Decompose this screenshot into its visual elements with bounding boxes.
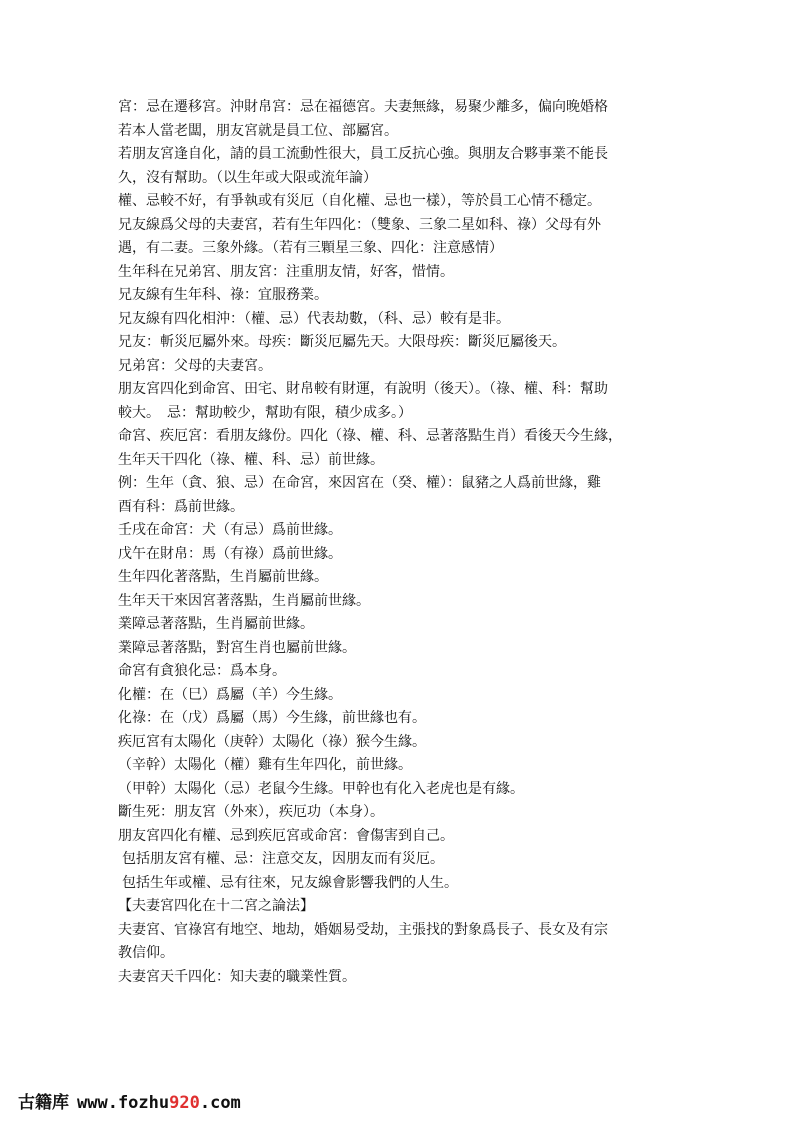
text-line: 兄友線爲父母的夫妻宮，若有生年四化：（雙象、三象二星如科、祿）父母有外 (118, 216, 601, 233)
text-line: 權、忌較不好，有爭執或有災厄（自化權、忌也一樣），等於員工心情不穩定。 (118, 193, 601, 209)
text-line: 業障忌著落點，對宮生肖也屬前世緣。 (118, 639, 356, 656)
watermark-url-prefix: www.fozhu (77, 1093, 170, 1113)
text-line: 教信仰。 (118, 945, 174, 961)
text-line: 夫妻宮、官祿宮有地空、地劫，婚姻易受劫，主張找的對象爲長子、長女及有宗 (118, 921, 608, 938)
text-line: 兄友線有生年科、祿：宜服務業。 (118, 287, 328, 303)
text-line: 化權：在（巳）爲屬（羊）今生緣。 (118, 686, 342, 703)
text-line: 較大。 忌：幫助較少，幫助有限，積少成多。） (118, 404, 412, 421)
section-heading: 【夫妻宮四化在十二宮之論法】 (118, 898, 314, 914)
watermark-url-number: 920 (169, 1093, 200, 1113)
text-line: 久，沒有幫助。（以生年或大限或流年論） (118, 169, 377, 186)
watermark-footer (18, 1088, 241, 1113)
text-line: 朋友宮四化到命宮、田宅、財帛較有財運，有說明（後天）。（祿、權、科：幫助 (118, 381, 608, 397)
text-line: 疾厄宮有太陽化（庚幹）太陽化（祿）猴今生緣。 (118, 733, 426, 750)
text-line: 命宮、疾厄宮：看朋友緣份。四化（祿、權、科、忌著落點生肖）看後天今生緣， (118, 428, 622, 444)
text-line: 若朋友宮逢自化，請的員工流動性很大，員工反抗心強。與朋友合夥事業不能長 (118, 146, 608, 162)
text-line: 壬戌在命宮：犬（有忌）爲前世緣。 (118, 522, 342, 538)
text-line: 兄弟宮：父母的夫妻宮。 (118, 357, 272, 374)
text-line: 兄友線有四化相沖：（權、忌）代表劫數，（科、忌）較有是非。 (118, 310, 510, 327)
text-line: 朋友宮四化有權、忌到疾厄宮或命宮：會傷害到自己。 (118, 827, 454, 844)
text-line: 生年科在兄弟宮、朋友宮：注重朋友情，好客，惜情。 (118, 263, 454, 280)
text-line: （辛幹）太陽化（權）雞有生年四化，前世緣。 (118, 757, 412, 773)
text-line: 生年天干四化（祿、權、科、忌）前世緣。 (118, 451, 384, 468)
document-body (118, 96, 688, 989)
text-line: 命宮有貪狼化忌：爲本身。 (118, 663, 286, 679)
text-line: 化祿：在（戊）爲屬（馬）今生緣，前世緣也有。 (118, 710, 426, 726)
text-line: 兄友：斬災厄屬外來。母疾：斷災厄屬先天。大限母疾：斷災厄屬後天。 (118, 334, 566, 350)
text-line: （甲幹）太陽化（忌）老鼠今生緣。甲幹也有化入老虎也是有緣。 (118, 780, 524, 797)
watermark-brand: 古籍库 (18, 1093, 69, 1113)
text-line: 生年四化著落點，生肖屬前世緣。 (118, 569, 328, 585)
text-line: 戊午在財帛：馬（有祿）爲前世緣。 (118, 545, 342, 562)
text-line: 酉有科：爲前世緣。 (118, 498, 244, 515)
text-line: 生年天干來因宮著落點，生肖屬前世緣。 (118, 592, 370, 609)
text-line: 包括朋友宮有權、忌：注意交友，因朋友而有災厄。 (122, 851, 444, 867)
text-line: 遇，有二妻。三象外緣。（若有三顆星三象、四化：注意感情） (118, 240, 503, 256)
text-line: 宮：忌在遷移宮。沖財帛宮：忌在福德宮。夫妻無緣，易聚少離多，偏向晚婚格 (118, 99, 608, 115)
text-line: 斷生死：朋友宮（外來），疾厄功（本身）。 (118, 804, 384, 820)
watermark-url-suffix: .com (199, 1093, 241, 1113)
text-line: 包括生年或權、忌有往來，兄友線會影響我們的人生。 (122, 874, 458, 891)
text-line: 業障忌著落點，生肖屬前世緣。 (118, 616, 314, 632)
text-line: 若本人當老闆，朋友宮就是員工位、部屬宮。 (118, 122, 398, 139)
text-line: 夫妻宮天千四化：知夫妻的職業性質。 (118, 968, 356, 985)
text-line: 例：生年（貪、狼、忌）在命宮，來因宮在（癸、權）：鼠豬之人爲前世緣，雞 (118, 475, 601, 491)
